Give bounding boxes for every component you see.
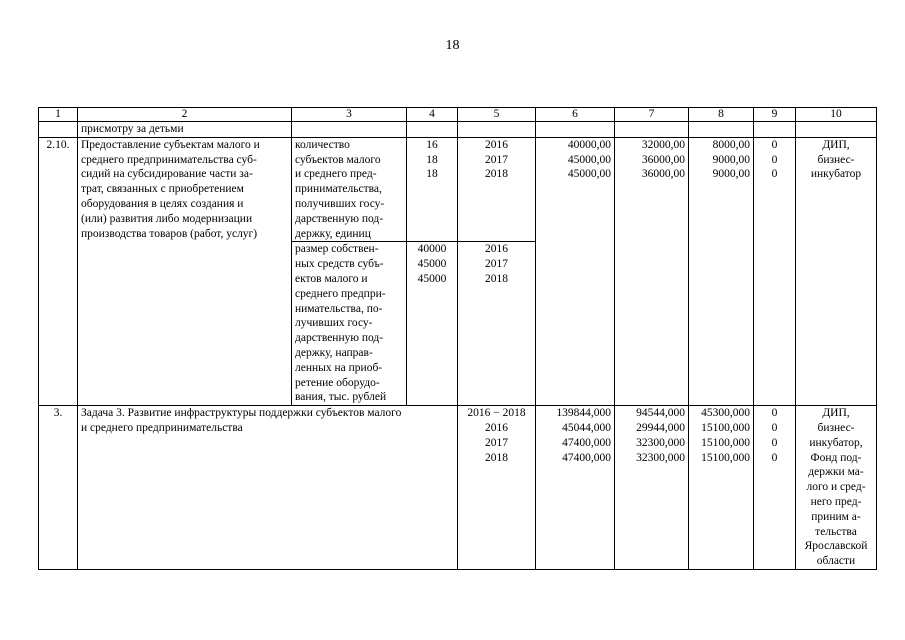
header-cell: 4 <box>407 108 458 122</box>
funding-total: 139844,000 45044,000 47400,000 47400,000 <box>536 406 615 570</box>
page-number: 18 <box>445 38 460 53</box>
executor: ДИП, бизнес- инкубатор, Фонд под- держки ма- лого и сред- него пред- приним а- тельства Ярославской области <box>796 406 877 570</box>
header-cell: 3 <box>292 108 407 122</box>
table-header-row <box>39 108 877 122</box>
header-cell: 10 <box>796 108 877 122</box>
funding-other: 0 0 0 0 <box>754 406 796 570</box>
table-row-2-10 <box>39 137 877 242</box>
header-cell: 9 <box>754 108 796 122</box>
indicator-values: 40000 45000 45000 <box>407 242 458 406</box>
funding-regional: 32000,00 36000,00 36000,00 <box>615 137 689 405</box>
funding-regional: 94544,000 29944,000 32300,000 32300,000 <box>615 406 689 570</box>
measure-name: Предоставление субъектам малого и среднего предпринимательства суб- сидий на субсидирование части за- трат, связанных с приобретением оборудования в целях создания и (или) развития либо модернизации производства товаров (работ, услуг) <box>78 137 292 405</box>
task-name: Задача 3. Развитие инфраструктуры поддержки субъектов малого и среднего предпринимательства <box>78 406 458 570</box>
header-cell: 1 <box>39 108 78 122</box>
task-years: 2016 − 2018 2016 2017 2018 <box>458 406 536 570</box>
indicator-name: количество субъектов малого и среднего пред- принимательства, получивших госу- дарственную под- держку, единиц <box>292 137 407 242</box>
funding-local: 45300,000 15100,000 15100,000 15100,000 <box>689 406 754 570</box>
indicator-years: 2016 2017 2018 <box>458 137 536 242</box>
header-cell: 2 <box>78 108 292 122</box>
row-number: 2.10. <box>39 137 78 405</box>
table-row-3 <box>39 406 877 570</box>
header-cell: 8 <box>689 108 754 122</box>
funding-local: 8000,00 9000,00 9000,00 <box>689 137 754 405</box>
indicator-years: 2016 2017 2018 <box>458 242 536 406</box>
plan-table <box>38 107 877 570</box>
header-cell: 5 <box>458 108 536 122</box>
header-cell: 7 <box>615 108 689 122</box>
row-number: 3. <box>39 406 78 570</box>
indicator-name: размер собствен- ных средств субъ- ектов малого и среднего предпри- нимательства, по- лучивших госу- дарственную под- держку, направ- ленных на приоб- ретение оборудо- вания, тыс. рублей <box>292 242 407 406</box>
continuation-row <box>39 122 877 138</box>
funding-total: 40000,00 45000,00 45000,00 <box>536 137 615 405</box>
executor: ДИП, бизнес- инкубатор <box>796 137 877 405</box>
funding-other: 0 0 0 <box>754 137 796 405</box>
continuation-text: присмотру за детьми <box>78 122 292 138</box>
indicator-values: 16 18 18 <box>407 137 458 242</box>
header-cell: 6 <box>536 108 615 122</box>
